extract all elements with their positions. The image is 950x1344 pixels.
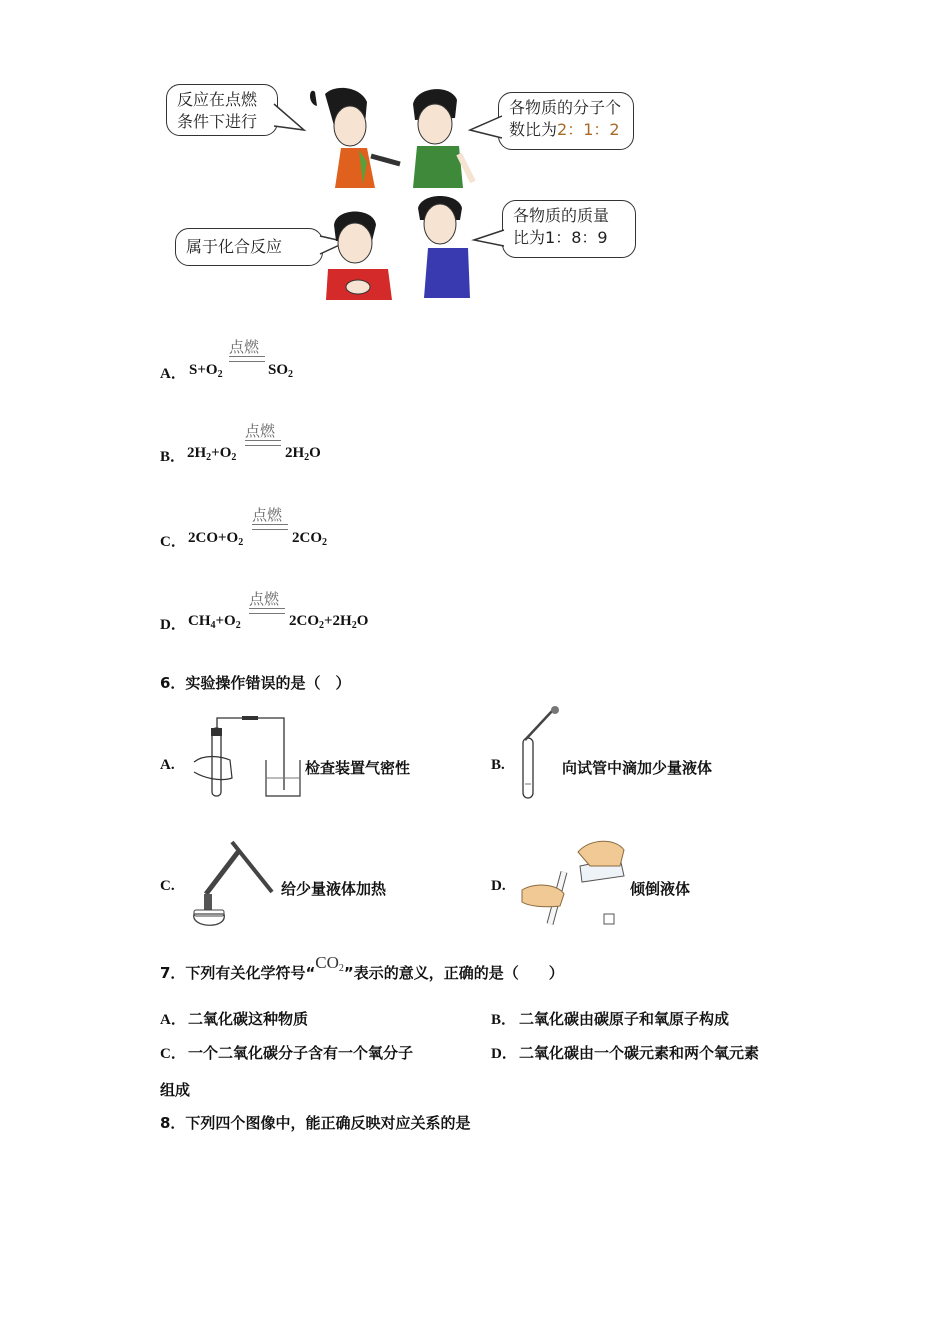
double-line-icon: [249, 608, 285, 614]
double-line-icon: [229, 356, 265, 362]
option-label: A．: [160, 366, 186, 382]
option-label: B．: [491, 1012, 517, 1028]
q7-option-d-continuation: 组成: [160, 1081, 191, 1099]
bubble-text: 各物质的质量: [513, 206, 610, 225]
equation-reactants: $S+O_2$: [189, 362, 223, 380]
double-line-icon: [245, 440, 281, 446]
option-text: 二氧化碳这种物质: [188, 1010, 309, 1028]
bubble-text: 各物质的分子个: [509, 98, 622, 117]
boy-green-character-icon: [405, 84, 485, 190]
bubble-tail-icon: [270, 100, 310, 140]
girl-character-icon: [305, 84, 405, 190]
airtightness-apparatus-icon: [190, 712, 302, 800]
bubble-text: 比为1：8：9: [513, 228, 608, 247]
option-label: C.: [160, 878, 175, 894]
option-label: B.: [491, 757, 505, 773]
bubble-text: 数比为2：1：2: [509, 120, 620, 139]
option-text: 二氧化碳由碳原子和氧原子构成: [519, 1010, 730, 1028]
option-text: 向试管中滴加少量液体: [562, 759, 713, 777]
option-text: 二氧化碳由一个碳元素和两个氧元素: [519, 1044, 760, 1062]
bubble-text: 属于化合反应: [186, 237, 283, 256]
option-label: C．: [160, 1046, 186, 1062]
equation-reactants: $CH_4+O_2$: [188, 613, 241, 631]
boy-blue-character-icon: [412, 190, 482, 300]
reaction-condition: 点燃: [252, 506, 283, 524]
option-text: 倾倒液体: [630, 880, 691, 898]
option-label: C．: [160, 534, 186, 550]
double-line-icon: [252, 524, 288, 530]
option-text: 给少量液体加热: [281, 880, 387, 898]
co2-symbol: $CO_2$: [315, 953, 344, 974]
option-label: A.: [160, 757, 175, 773]
option-label: B．: [160, 449, 186, 465]
reaction-condition: 点燃: [229, 338, 260, 356]
pouring-liquid-icon: [520, 836, 636, 930]
option-text: 一个二氧化碳分子含有一个氧分子: [188, 1044, 414, 1062]
bubble-text: 反应在点燃: [177, 90, 258, 109]
equation-products: $2CO_2+2H_2O$: [289, 613, 369, 631]
heating-liquid-icon: [188, 836, 280, 930]
option-text: 检查装置气密性: [305, 759, 411, 777]
question-7-stem: 7．下列有关化学符号“$CO_2$”表示的意义，正确的是（ ）: [160, 953, 564, 982]
equation-products: $SO_2$: [268, 362, 294, 380]
equation-reactants: $2CO+O_2$: [188, 530, 244, 548]
speech-bubble-1: [166, 84, 278, 136]
question-6-stem: 6．实验操作错误的是（ ）: [160, 674, 351, 692]
speech-bubble-4: [502, 200, 636, 258]
reaction-condition: 点燃: [249, 590, 280, 608]
speech-bubble-3: [175, 228, 323, 266]
boy-red-character-icon: [322, 205, 402, 300]
equation-reactants: $2H_2+O_2$: [187, 445, 237, 463]
equation-products: $2CO_2$: [292, 530, 327, 548]
speech-bubble-2: [498, 92, 634, 150]
option-label: D.: [491, 878, 506, 894]
question-8-stem: 8．下列四个图像中，能正确反映对应关系的是: [160, 1114, 471, 1132]
option-label: D．: [491, 1046, 517, 1062]
dropper-test-tube-icon: [515, 704, 565, 800]
equation-products: $2H_2O$: [285, 445, 321, 463]
option-label: D．: [160, 617, 186, 633]
option-label: A．: [160, 1012, 186, 1028]
bubble-text: 条件下进行: [177, 112, 258, 131]
reaction-condition: 点燃: [245, 422, 276, 440]
